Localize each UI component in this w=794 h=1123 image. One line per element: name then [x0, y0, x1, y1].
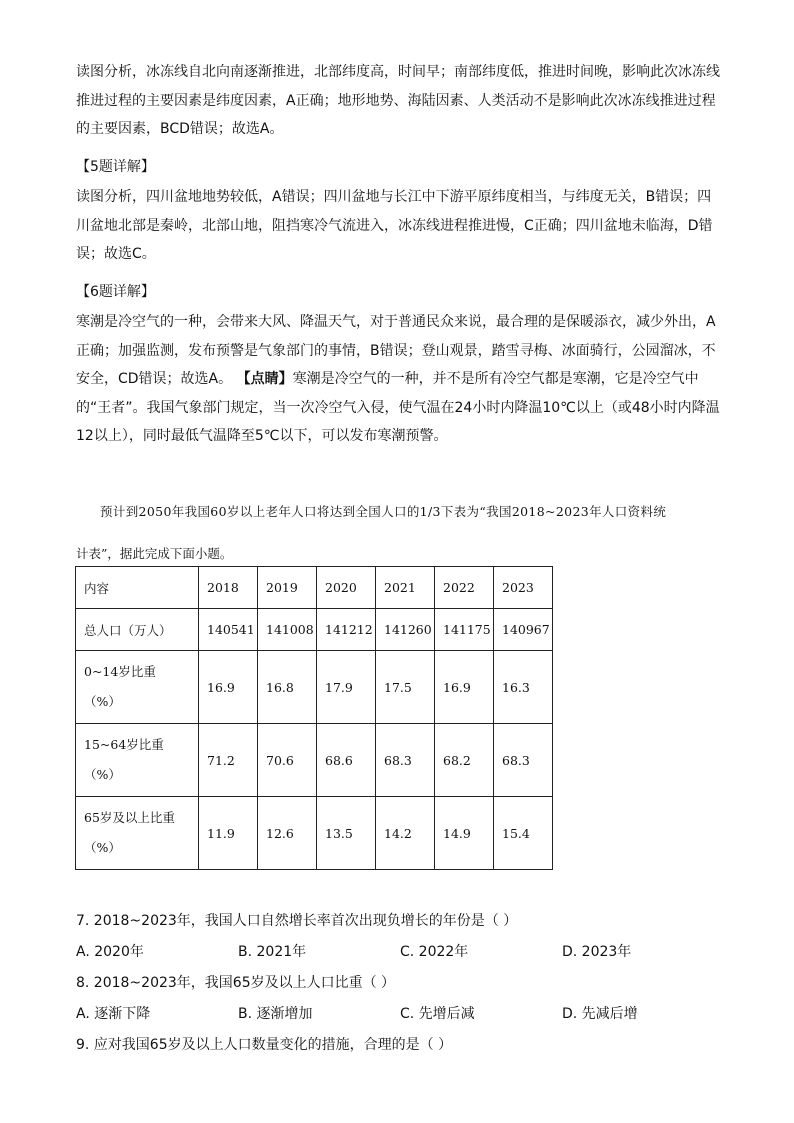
section-5-heading: 【5题详解】	[76, 159, 155, 175]
section-6-body: 寒潮是冷空气的一种，会带来大风、降温天气，对于普通民众来说，最合理的是保暖添衣，减少外出，A正确；加强监测，发布预警是气象部门的事情，B错误；登山观景，踏雪寻梅、冰面骑行，公园溜冰，不安全，CD错误；故选A。	[76, 314, 716, 387]
table-cell: 68.3	[494, 724, 553, 797]
row-label: 0~14岁比重（%）	[76, 651, 199, 724]
intro-line-1: 预计到2050年我国60岁以上老年人口将达到全国人口的1/3下表为“我国2018~2023年人口资料统	[100, 504, 667, 519]
table-cell: 15.4	[494, 797, 553, 870]
table-header-cell: 2018	[199, 567, 258, 609]
table-cell: 14.9	[435, 797, 494, 870]
table-cell: 16.9	[199, 651, 258, 724]
row-label: 65岁及以上比重（%）	[76, 797, 199, 870]
table-cell: 14.2	[376, 797, 435, 870]
table-cell: 141212	[317, 609, 376, 651]
table-cell: 141175	[435, 609, 494, 651]
population-table	[75, 566, 553, 870]
question-7-option-d[interactable]: D. 2023年	[562, 944, 632, 960]
table-header-cell: 2020	[317, 567, 376, 609]
question-9-stem: 9. 应对我国65岁及以上人口数量变化的措施，合理的是（ ）	[76, 1037, 453, 1053]
table-row	[76, 609, 553, 651]
table-header-cell: 内容	[76, 567, 199, 609]
question-8-option-c[interactable]: C. 先增后减	[400, 1006, 475, 1022]
table-cell: 141260	[376, 609, 435, 651]
table-cell: 11.9	[199, 797, 258, 870]
table-cell: 141008	[258, 609, 317, 651]
table-header-cell: 2023	[494, 567, 553, 609]
table-header-cell: 2022	[435, 567, 494, 609]
table-cell: 68.6	[317, 724, 376, 797]
table-cell: 16.3	[494, 651, 553, 724]
table-cell: 68.3	[376, 724, 435, 797]
table-cell: 140967	[494, 609, 553, 651]
table-cell: 13.5	[317, 797, 376, 870]
table-cell: 68.2	[435, 724, 494, 797]
question-7-option-b[interactable]: B. 2021年	[238, 944, 307, 960]
table-row	[76, 651, 553, 724]
question-8-option-d[interactable]: D. 先减后增	[562, 1006, 638, 1022]
analysis-4-text: 读图分析，冰冻线自北向南逐渐推进，北部纬度高，时间早；南部纬度低，推进时间晚，影响此次冰冻线推进过程的主要因素是纬度因素，A正确；地形地势、海陆因素、人类活动不是影响此次冰冻线推进过程的主要因素，BCD错误；故选A。	[76, 64, 720, 137]
table-row	[76, 797, 553, 870]
section-6-text	[76, 308, 724, 451]
table-cell: 70.6	[258, 724, 317, 797]
table-header-cell: 2019	[258, 567, 317, 609]
question-8-option-b[interactable]: B. 逐渐增加	[238, 1006, 313, 1022]
section-5-text: 读图分析，四川盆地地势较低，A错误；四川盆地与长江中下游平原纬度相当，与纬度无关，B错误；四川盆地北部是秦岭，北部山地，阻挡寒冷气流进入，冰冻线进程推进慢，C正确；四川盆地未临海，D错误；故选C。	[76, 189, 713, 262]
table-header-cell: 2021	[376, 567, 435, 609]
table-cell: 12.6	[258, 797, 317, 870]
table-cell: 140541	[199, 609, 258, 651]
row-label: 15~64岁比重（%）	[76, 724, 199, 797]
table-header-row	[76, 567, 553, 609]
table-cell: 17.5	[376, 651, 435, 724]
question-8-option-a[interactable]: A. 逐渐下降	[76, 1006, 151, 1022]
section-6-heading: 【6题详解】	[76, 284, 155, 300]
question-7-stem: 7. 2018~2023年，我国人口自然增长率首次出现负增长的年份是（ ）	[76, 913, 518, 929]
table-cell: 71.2	[199, 724, 258, 797]
tip-text: 寒潮是冷空气的一种，并不是所有冷空气都是寒潮，它是冷空气中的“王者”。我国气象部门规定，当一次冷空气入侵，使气温在24小时内降温10℃以上（或48小时内降温12以上），同时最低气温降至5℃以下，可以发布寒潮预警。	[76, 371, 720, 444]
question-7-option-a[interactable]: A. 2020年	[76, 944, 144, 960]
table-cell: 16.8	[258, 651, 317, 724]
table-row	[76, 724, 553, 797]
tip-label: 【点睛】	[236, 371, 293, 387]
table-cell: 16.9	[435, 651, 494, 724]
row-label: 总人口（万人）	[76, 609, 199, 651]
question-7-option-c[interactable]: C. 2022年	[400, 944, 469, 960]
table-cell: 17.9	[317, 651, 376, 724]
question-8-stem: 8. 2018~2023年，我国65岁及以上人口比重（ ）	[76, 975, 396, 991]
intro-line-2: 计表”，据此完成下面小题。	[76, 546, 233, 561]
